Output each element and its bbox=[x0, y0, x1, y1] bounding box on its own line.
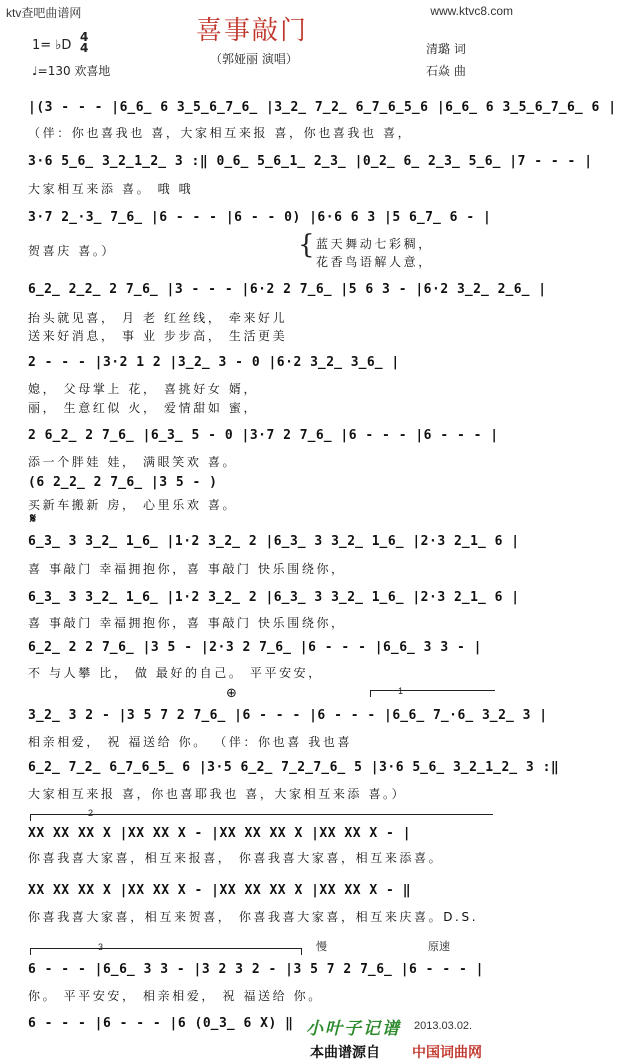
lyric-line-2: 大家相互来添 喜。 哦 哦 bbox=[28, 182, 194, 196]
volta-bracket-2 bbox=[30, 814, 493, 821]
score-line-14: XX XX XX X |XX XX X - |XX XX XX X |XX XX X - ‖ bbox=[28, 883, 412, 898]
score-line-12: 6̲2̲ 7̲2̲ 6̲7̲6̲5̲ 6 |3·5 6̲2̲ 7̲2̲7̲6̲ 5 |3·6 5̲6̲ 3̲2̲1̲2̲ 3 :‖ bbox=[28, 760, 560, 775]
lyric-line-4a: 抬头就见喜， 月 老 红丝线， 牵来好儿 bbox=[28, 311, 288, 325]
song-title: 喜事敲门 bbox=[196, 16, 309, 46]
transcriber-signature: 小叶子记谱 bbox=[306, 1019, 401, 1039]
score-line-5: 2 - - - |3·2 1 2 |3̲2̲ 3 - 0 |6·2 3̲2̲ 3̲6̲ | bbox=[28, 355, 400, 370]
lyric-line-13: 你喜我喜大家喜，相互来报喜， 你喜我喜大家喜，相互来添喜。 bbox=[28, 851, 444, 865]
key-signature: 1= ♭D bbox=[32, 38, 72, 53]
score-line-11: 3̲2̲ 3 2 - |3 5 7 2 7̲6̲ |6 - - - |6 - - - |6̲6̲ 7̲·6̲ 3̲2̲ 3 | bbox=[28, 708, 548, 723]
score-line-16: 6 - - - |6 - - - |6 (0̲3̲ 6 X) ‖ bbox=[28, 1016, 294, 1031]
score-line-4: 6̲2̲ 2̲2̲ 2 7̲6̲ |3 - - - |6·2 2 7̲6̲ |5 6 3 - |6·2 3̲2̲ 2̲6̲ | bbox=[28, 282, 547, 297]
lyric-line-3: 贺喜庆 喜。） bbox=[28, 244, 117, 258]
score-line-9: 6̲3̲ 3 3̲2̲ 1̲6̲ |1·2 3̲2̲ 2 |6̲3̲ 3 3̲2̲ 1̲6̲ |2·3 2̲1̲ 6 | bbox=[28, 590, 520, 605]
verse-line-a: 蓝天舞动七彩稠， bbox=[316, 237, 433, 251]
coda-sign: ⊕ bbox=[226, 686, 237, 701]
lyric-line-15: 你。 平平安安， 相亲相爱， 祝 福送给 你。 bbox=[28, 989, 323, 1003]
score-line-7: (6 2̲2̲ 2 7̲6̲ |3 5 - ) bbox=[28, 475, 218, 490]
verse-line-b: 花香鸟语解人意， bbox=[316, 255, 433, 269]
lyric-line-9: 喜 事敲门 幸福拥抱你，喜 事敲门 快乐围绕你， bbox=[28, 616, 346, 630]
lyric-line-11: 相亲相爱， 祝 福送给 你。 （伴：你也喜 我也喜 bbox=[28, 735, 353, 749]
lyric-line-6: 添一个胖娃 娃， 满眼笑欢 喜。 bbox=[28, 455, 238, 469]
composer: 石焱 曲 bbox=[426, 64, 466, 78]
verse-brace: { bbox=[298, 230, 315, 260]
footer-source-label: 本曲谱源自 bbox=[310, 1045, 380, 1061]
lyric-line-5b: 丽， 生意红似 火， 爱情甜如 蜜， bbox=[28, 401, 259, 415]
volta-number-1: 1 bbox=[398, 686, 404, 696]
triplet-number: 3 bbox=[98, 942, 104, 952]
segno-sign: 𝄋 bbox=[30, 511, 37, 527]
lyric-line-5a: 媳， 父母掌上 花， 喜挑好女 婿， bbox=[28, 382, 259, 396]
tempo-slow: 慢 bbox=[316, 940, 327, 953]
footer-source-site: 中国词曲网 bbox=[412, 1045, 482, 1061]
score-line-1: |(3 - - - |6̲6̲ 6 3̲5̲6̲7̲6̲ |3̲2̲ 7̲2̲ 6̲7̲6̲5̲6 |6̲6̲ 6 3̲5̲6̲7̲6̲ 6 | bbox=[28, 100, 617, 115]
lyric-line-7: 买新车搬新 房， 心里乐欢 喜。 bbox=[28, 498, 238, 512]
transcribe-date: 2013.03.02. bbox=[414, 1020, 473, 1032]
tempo-marking: ♩=130 欢喜地 bbox=[32, 64, 111, 78]
lyric-line-1: （伴：你也喜我也 喜，大家相互来报 喜，你也喜我也 喜， bbox=[28, 126, 413, 140]
site-name: ktv查吧曲谱网 bbox=[6, 6, 82, 20]
time-denominator: 4 bbox=[80, 41, 89, 55]
triplet-bracket bbox=[30, 948, 302, 955]
score-line-3: 3·7 2̲·3̲ 7̲6̲ |6 - - - |6 - - 0) |6·6 6 3 |5 6̲7̲ 6 - | bbox=[28, 210, 492, 225]
lyricist: 清璐 词 bbox=[426, 42, 466, 56]
lyric-line-12: 大家相互来报 喜，你也喜耶我也 喜，大家相互来添 喜。） bbox=[28, 787, 407, 801]
site-url: www.ktvc8.com bbox=[430, 4, 513, 18]
lyric-line-8: 喜 事敲门 幸福拥抱你，喜 事敲门 快乐围绕你， bbox=[28, 562, 346, 576]
time-numerator: 4 bbox=[80, 30, 89, 44]
time-signature bbox=[80, 32, 88, 54]
lyric-line-14: 你喜我喜大家喜，相互来贺喜， 你喜我喜大家喜，相互来庆喜。D.S. bbox=[28, 910, 479, 924]
score-line-8: 6̲3̲ 3 3̲2̲ 1̲6̲ |1·2 3̲2̲ 2 |6̲3̲ 3 3̲2̲ 1̲6̲ |2·3 2̲1̲ 6 | bbox=[28, 534, 520, 549]
volta-bracket-1 bbox=[370, 690, 495, 697]
volta-number-2: 2 bbox=[88, 808, 94, 818]
tempo-original: 原速 bbox=[428, 940, 450, 953]
score-line-2: 3·6 5̲6̲ 3̲2̲1̲2̲ 3 :‖ 0̲6̲ 5̲6̲1̲ 2̲3̲ |0̲2̲ 6̲ 2̲3̲ 5̲6̲ |7 - - - | bbox=[28, 154, 593, 169]
performer: （郭娅丽 演唱） bbox=[210, 52, 298, 66]
lyric-line-4b: 送来好消息， 事 业 步步高， 生活更美 bbox=[28, 329, 288, 343]
score-line-15: 6 - - - |6̲6̲ 3 3 - |3 2 3 2 - |3 5 7 2 7̲6̲ |6 - - - | bbox=[28, 962, 484, 977]
score-line-6: 2 6̲2̲ 2 7̲6̲ |6̲3̲ 5 - 0 |3·7 2 7̲6̲ |6 - - - |6 - - - | bbox=[28, 428, 499, 443]
score-line-13: XX XX XX X |XX XX X - |XX XX XX X |XX XX X - | bbox=[28, 826, 412, 841]
score-line-10: 6̲2̲ 2 2 7̲6̲ |3 5 - |2·3 2 7̲6̲ |6 - - - |6̲6̲ 3 3 - | bbox=[28, 640, 482, 655]
lyric-line-10: 不 与人攀 比， 做 最好的自己。 平平安安， bbox=[28, 666, 323, 680]
